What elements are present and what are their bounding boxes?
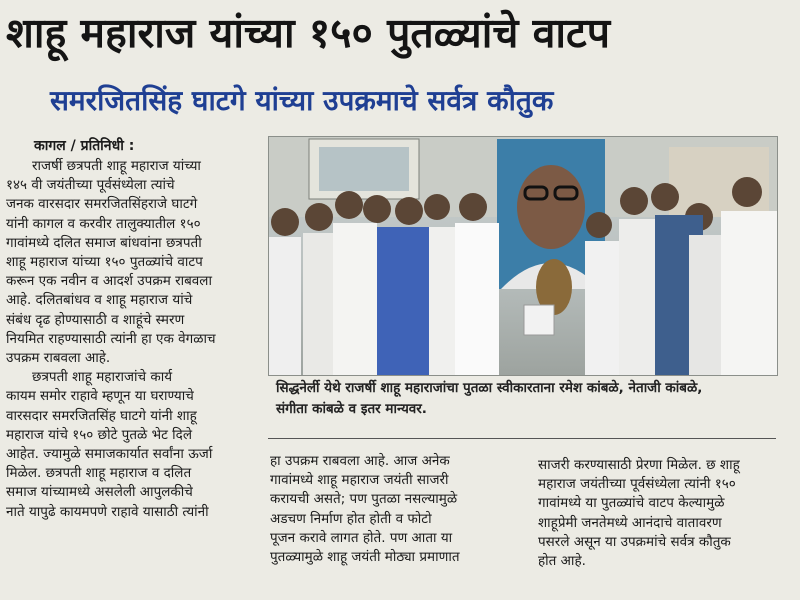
col1-line: नियमित राहण्यासाठी त्यांनी हा एक वेगळाच bbox=[6, 330, 216, 347]
col2-line: पूजन करावे लागत होते. पण आता या bbox=[270, 529, 453, 546]
subheadline: समरजितसिंह घाटगे यांच्या उपक्रमाचे सर्वत्र कौतुक bbox=[50, 84, 554, 117]
col1-line: शाहू महाराज यांच्या १५० पुतळ्यांचे वाटप bbox=[6, 254, 203, 271]
col1-line: करून एक नवीन व आदर्श उपक्रम राबवला bbox=[6, 273, 212, 290]
col2-line: अडचण निर्माण होत होती व फोटो bbox=[270, 510, 432, 527]
col3-line: शाहूप्रेमी जनतेमध्ये आनंदाचे वातावरण bbox=[538, 514, 722, 531]
col1-line: १४५ वी जयंतीच्या पूर्वसंध्येला त्यांचे bbox=[6, 177, 175, 194]
col2-line: पुतळ्यामुळे शाहू जयंती मोठ्या प्रमाणात bbox=[270, 549, 460, 566]
col1-line: नाते यापुढे कायमपणे राहावे यासाठी त्यांनी bbox=[6, 503, 209, 520]
col1-line: उपक्रम राबवला आहे. bbox=[6, 350, 111, 367]
col3-line: महाराज जयंतीच्या पूर्वसंध्येला त्यांनी १५० bbox=[538, 476, 736, 493]
col1-line: महाराज यांचे १५० छोटे पुतळे भेट दिले bbox=[6, 426, 192, 443]
news-photo bbox=[268, 136, 778, 376]
byline: कागल / प्रतिनिधी : bbox=[34, 138, 135, 154]
col1-line: समाज यांच्यामध्ये असलेली आपुलकीचे bbox=[6, 484, 193, 501]
col1-line: आहे. दलितबांधव व शाहू महाराज यांचे bbox=[6, 292, 193, 309]
column-1 bbox=[6, 157, 261, 522]
col1-line: कायम समोर राहावे म्हणून या घराण्याचे bbox=[6, 388, 194, 405]
col3-line: साजरी करण्यासाठी प्रेरणा मिळेल. छ शाहू bbox=[538, 457, 740, 473]
caption-line: सिद्धनेर्ली येथे राजर्षी शाहू महाराजांचा पुतळा स्वीकारताना रमेश कांबळे, नेताजी कांबळे, bbox=[276, 380, 703, 396]
col1-line: राजर्षी छत्रपती शाहू महाराज यांच्या bbox=[32, 158, 201, 174]
col1-line: मिळेल. छत्रपती शाहू महाराज व दलित bbox=[6, 465, 192, 482]
photo-caption bbox=[276, 378, 776, 420]
col2-line: हा उपक्रम राबवला आहे. आज अनेक bbox=[270, 453, 450, 469]
col1-line: संबंध दृढ होण्यासाठी व शाहूंचे स्मरण bbox=[6, 311, 185, 328]
headline: शाहू महाराज यांच्या १५० पुतळ्यांचे वाटप bbox=[6, 9, 610, 57]
news-photo-illustration bbox=[269, 137, 777, 375]
col1-line: छत्रपती शाहू महाराजांचे कार्य bbox=[32, 369, 173, 386]
col3-line: गावांमध्ये या पुतळ्यांचे वाटप केल्यामुळे bbox=[538, 495, 725, 512]
col1-line: जनक वारसदार समरजितसिंहराजे घाटगे bbox=[6, 196, 198, 213]
col1-line: आहेत. ज्यामुळे समाजकार्यात सर्वांना ऊर्जा bbox=[6, 446, 213, 463]
col1-line: गावांमध्ये दलित समाज बांधवांना छत्रपती bbox=[6, 234, 202, 251]
col3-line: होत आहे. bbox=[538, 553, 586, 570]
col2-line: करायची असते; पण पुतळा नसल्यामुळे bbox=[270, 491, 458, 508]
column-2 bbox=[270, 452, 528, 567]
col1-line: यांनी कागल व करवीर तालुक्यातील १५० bbox=[6, 215, 201, 232]
caption-line: संगीता कांबळे व इतर मान्यवर. bbox=[276, 401, 427, 417]
col2-line: गावांमध्ये शाहू महाराज जयंती साजरी bbox=[270, 472, 449, 489]
col1-line: वारसदार समरजितसिंह घाटगे यांनी शाहू bbox=[6, 407, 197, 424]
col3-line: पसरले असून या उपक्रमांचे सर्वत्र कौतुक bbox=[538, 533, 731, 550]
column-3 bbox=[538, 456, 796, 571]
caption-divider bbox=[268, 438, 776, 439]
